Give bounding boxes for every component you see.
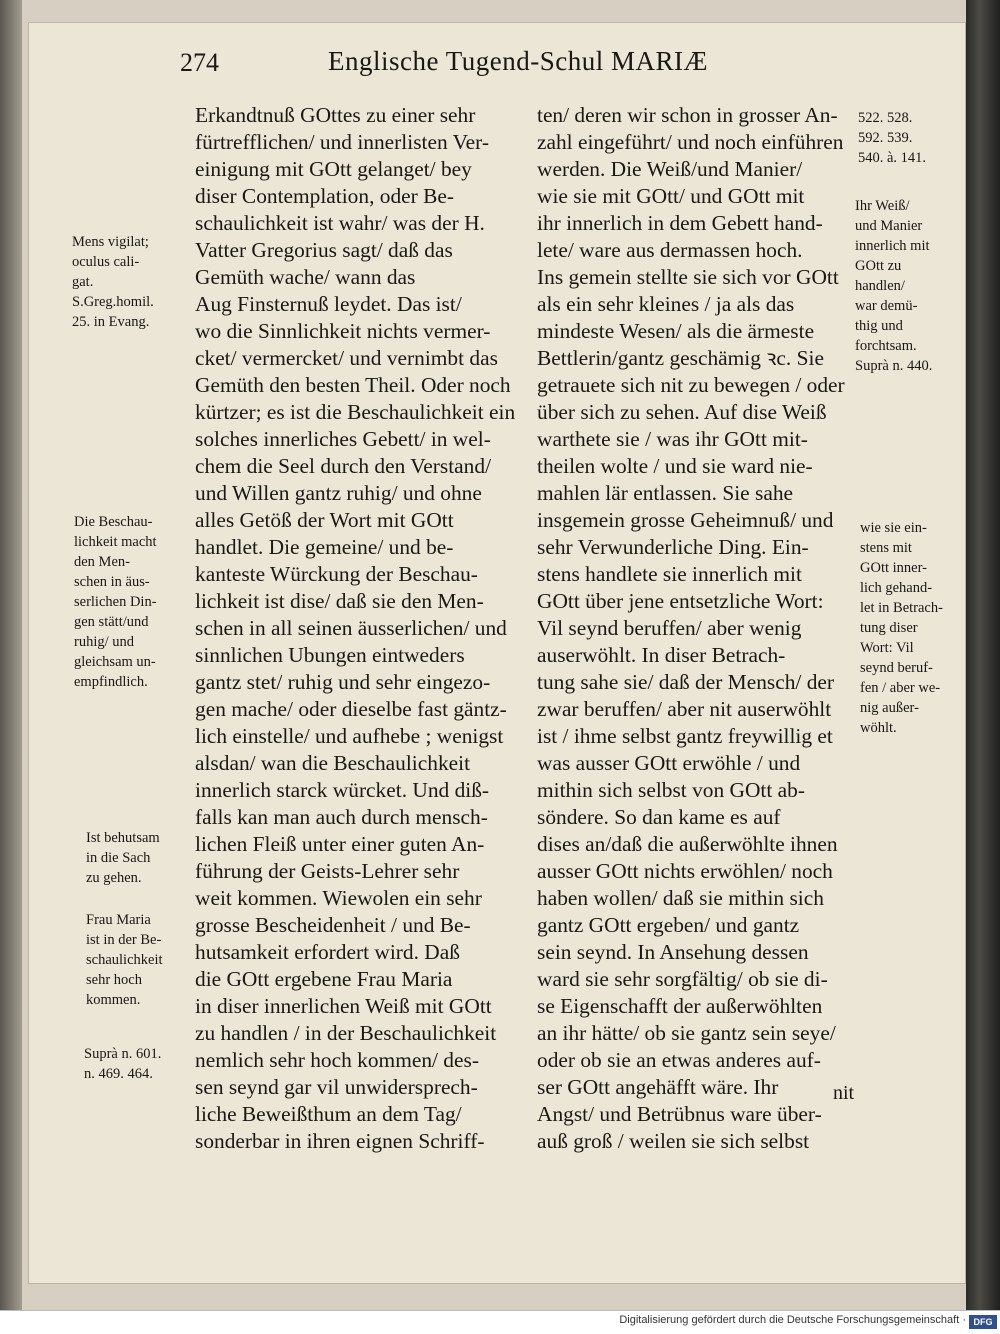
text-line: führung der Geists-Lehrer sehr [195,859,460,883]
text-line: ten/ deren wir schon in grosser An- [537,103,838,127]
text-line: alles Getöß der Wort mit GOtt [195,508,454,532]
running-title: Englische Tugend-Schul MARIÆ [328,46,709,76]
left-margin-note-maria [86,910,163,1010]
margin-note-line: schaulichkeit [86,952,163,968]
margin-note-line: gleichsam un- [74,654,156,670]
text-line: in diser innerlichen Weiß mit GOtt [195,994,492,1018]
text-line: ihr innerlich in dem Gebett hand- [537,211,823,235]
text-line: werden. Die Weiß/und Manier/ [537,157,803,181]
text-line: lich einstelle/ und aufhebe ; wenigst [195,724,504,748]
margin-note-line: tung diser [860,620,918,636]
margin-note-line: ruhig/ und [74,634,135,650]
margin-note-line: thig und [855,318,903,334]
book-spine-shadow [0,0,22,1310]
text-line: stens handlete sie innerlich mit [537,562,802,586]
margin-note-line: schen in äus- [74,574,150,590]
catchword: nit [833,1082,855,1104]
text-line: lichen Fleiß unter einer guten An- [195,832,485,856]
text-line: schaulichkeit ist wahr/ was der H. [195,211,485,235]
text-line: gen mache/ oder dieselbe fast gäntz- [195,697,507,721]
margin-note-line: kommen. [86,992,141,1008]
text-line: über sich zu sehen. Auf dise Weiß [537,400,827,424]
right-margin-note-references [858,108,926,168]
margin-note-line: 25. in Evang. [72,314,150,330]
text-line: chem die Seel durch den Verstand/ [195,454,492,478]
text-line: gantz stet/ ruhig und sehr eingezo- [195,670,491,694]
text-line: mithin sich selbst von GOtt ab- [537,778,805,802]
text-line: hutsamkeit erfordert wird. Daß [195,940,460,964]
margin-note-line: S.Greg.homil. [72,294,154,310]
margin-note-line: gen stätt/und [74,614,149,630]
text-line: auß groß / weilen sie sich selbst [537,1129,810,1153]
margin-note-line: den Men- [74,554,130,570]
text-line: als ein sehr kleines / ja als das [537,292,795,316]
margin-note-line: 540. à. 141. [858,150,927,166]
text-line: sein seynd. In Ansehung dessen [537,940,809,964]
text-line: sonderbar in ihren eignen Schriff- [195,1129,485,1153]
text-line: tung sahe sie/ daß der Mensch/ der [537,670,835,694]
page-number: 274 [180,48,219,77]
text-line: kürtzer; es ist die Beschaulichkeit ein [195,400,516,424]
text-line: zahl eingeführt/ und noch einführen [537,130,844,154]
text-line: liche Beweißthum an dem Tag/ [195,1102,462,1126]
text-line: solches innerliches Gebett/ in wel- [195,427,491,451]
margin-note-line: ist in der Be- [86,932,162,948]
margin-note-line: gat. [72,274,94,290]
margin-note-line: fen / aber we- [860,680,941,696]
text-line: se Eigenschafft der außerwöhlten [537,994,823,1018]
text-line: auserwöhlt. In diser Betrach- [537,643,786,667]
text-line: getrauete sich nit zu bewegen / oder [537,373,845,397]
margin-note-line: GOtt zu [855,258,902,274]
margin-note-line: war demü- [855,298,918,314]
margin-note-line: Ist behutsam [86,830,160,846]
text-line: dises an/daß die außerwöhlte ihnen [537,832,838,856]
text-line: warthete sie / was ihr GOtt mit- [537,427,808,451]
left-margin-note-caution [86,828,160,888]
text-line: ist / ihme selbst gantz freywillig et [537,724,833,748]
text-line: gantz GOtt ergeben/ und gantz [537,913,800,937]
text-line: an ihr hätte/ ob sie gantz sein seye/ [537,1021,836,1045]
margin-note-line: lich gehand- [860,580,933,596]
text-line: sen seynd gar vil unwidersprech- [195,1075,478,1099]
text-line: theilen wolte / und sie ward nie- [537,454,813,478]
margin-note-line: Suprà n. 601. [84,1046,162,1062]
right-text-column [537,102,855,1155]
text-line: weit kommen. Wiewolen ein sehr [195,886,482,910]
margin-note-line: wöhlt. [860,720,897,736]
margin-note-line: innerlich mit [855,238,930,254]
text-line: Gemüth den besten Theil. Oder noch [195,373,511,397]
text-line: insgemein grosse Geheimnuß/ und [537,508,834,532]
text-line: lichkeit ist dise/ daß sie den Men- [195,589,484,613]
text-line: mahlen lär entlassen. Sie sahe [537,481,794,505]
text-line: innerlich starck würcket. Und diß- [195,778,490,802]
left-margin-note-contemplation [74,512,157,692]
margin-note-line: handlen/ [855,278,905,294]
text-line: Gemüth wache/ wann das [195,265,416,289]
text-line: ausser GOtt nichts erwöhlen/ noch [537,859,833,883]
text-line: sinnlichen Ubungen eintweders [195,643,465,667]
text-line: wo die Sinnlichkeit nichts vermer- [195,319,491,343]
left-margin-note-references [84,1044,161,1084]
text-line: ward sie sehr sorgfältig/ ob sie di- [537,967,828,991]
text-line: sehr Verwunderliche Ding. Ein- [537,535,809,559]
margin-note-line: in die Sach [86,850,151,866]
text-line: wie sie mit GOtt/ und GOtt mit [537,184,805,208]
margin-note-line: nig außer- [860,700,919,716]
margin-note-line: Frau Maria [86,912,151,928]
margin-note-line: n. 469. 464. [84,1066,153,1082]
text-line: zu handlen / in der Beschaulichkeit [195,1021,497,1045]
margin-note-line: Suprà n. 440. [855,358,933,374]
text-line: die GOtt ergebene Frau Maria [195,967,453,991]
text-line: GOtt über jene entsetzliche Wort: [537,589,824,613]
dfg-logo-icon: DFG [969,1315,997,1329]
text-line: Bettlerin/gantz geschämig ꝛc. Sie [537,346,824,370]
left-margin-note-citation [72,232,154,332]
text-line: Angst/ und Betrübnus ware über- [537,1102,822,1126]
margin-note-line: oculus cali- [72,254,140,270]
text-line: falls kan man auch durch mensch- [195,805,488,829]
text-line: Erkandtnuß GOttes zu einer sehr [195,103,476,127]
margin-note-line: wie sie ein- [860,520,927,536]
margin-note-line: Mens vigilat; [72,234,149,250]
text-line: einigung mit GOtt gelanget/ bey [195,157,472,181]
text-line: cket/ vermercket/ und vernimbt das [195,346,498,370]
text-line: Vatter Gregorius sagt/ daß das [195,238,453,262]
text-line: nemlich sehr hoch kommen/ des- [195,1048,479,1072]
margin-note-line: let in Betrach- [860,600,943,616]
text-line: schen in all seinen äusserlichen/ und [195,616,507,640]
margin-note-line: serlichen Din- [74,594,157,610]
margin-note-line: zu gehen. [86,870,142,886]
book-edge-shadow [966,0,1000,1310]
text-line: und Willen gantz ruhig/ und ohne [195,481,482,505]
margin-note-line: 592. 539. [858,130,913,146]
page-header [180,44,960,84]
margin-note-line: forchtsam. [855,338,917,354]
text-line: Vil seynd beruffen/ aber wenig [537,616,802,640]
margin-note-line: sehr hoch [86,972,142,988]
text-line: ser GOtt angehäfft wäre. Ihr [537,1075,779,1099]
margin-note-line: stens mit [860,540,912,556]
margin-note-line: Ihr Weiß/ [855,198,910,214]
text-line: kanteste Würckung der Beschau- [195,562,478,586]
margin-note-line: empfindlich. [74,674,148,690]
text-line: zwar beruffen/ aber nit auserwöhlt [537,697,832,721]
left-text-column [195,102,517,1155]
text-line: Aug Finsternuß leydet. Das ist/ [195,292,462,316]
text-line: söndere. So dan kame es auf [537,805,781,829]
margin-note-line: 522. 528. [858,110,913,126]
text-line: fürtrefflichen/ und innerlisten Ver- [195,130,489,154]
margin-note-line: GOtt inner- [860,560,927,576]
text-line: alsdan/ wan die Beschaulichkeit [195,751,471,775]
text-line: mindeste Wesen/ als die ärmeste [537,319,815,343]
text-line: handlet. Die gemeine/ und be- [195,535,454,559]
right-margin-note-chosen [860,518,943,738]
text-line: oder ob sie an etwas anderes auf- [537,1048,821,1072]
text-line: diser Contemplation, oder Be- [195,184,455,208]
right-margin-note-manner [855,196,932,376]
margin-note-line: seynd beruf- [860,660,933,676]
text-line: Ins gemein stellte sie sich vor GOtt [537,265,839,289]
margin-note-line: Wort: Vil [860,640,914,656]
margin-note-line: lichkeit macht [74,534,157,550]
footer-bar [0,1310,1000,1334]
text-line: haben wollen/ daß sie mithin sich [537,886,824,910]
margin-note-line: und Manier [855,218,923,234]
footer-credit: Digitalisierung gefördert durch die Deutsche Forschungsgemeinschaft · [619,1314,966,1326]
text-line: lete/ ware aus dermassen hoch. [537,238,803,262]
text-line: grosse Bescheidenheit / und Be- [195,913,471,937]
text-line: was ausser GOtt erwöhle / und [537,751,801,775]
margin-note-line: Die Beschau- [74,514,153,530]
